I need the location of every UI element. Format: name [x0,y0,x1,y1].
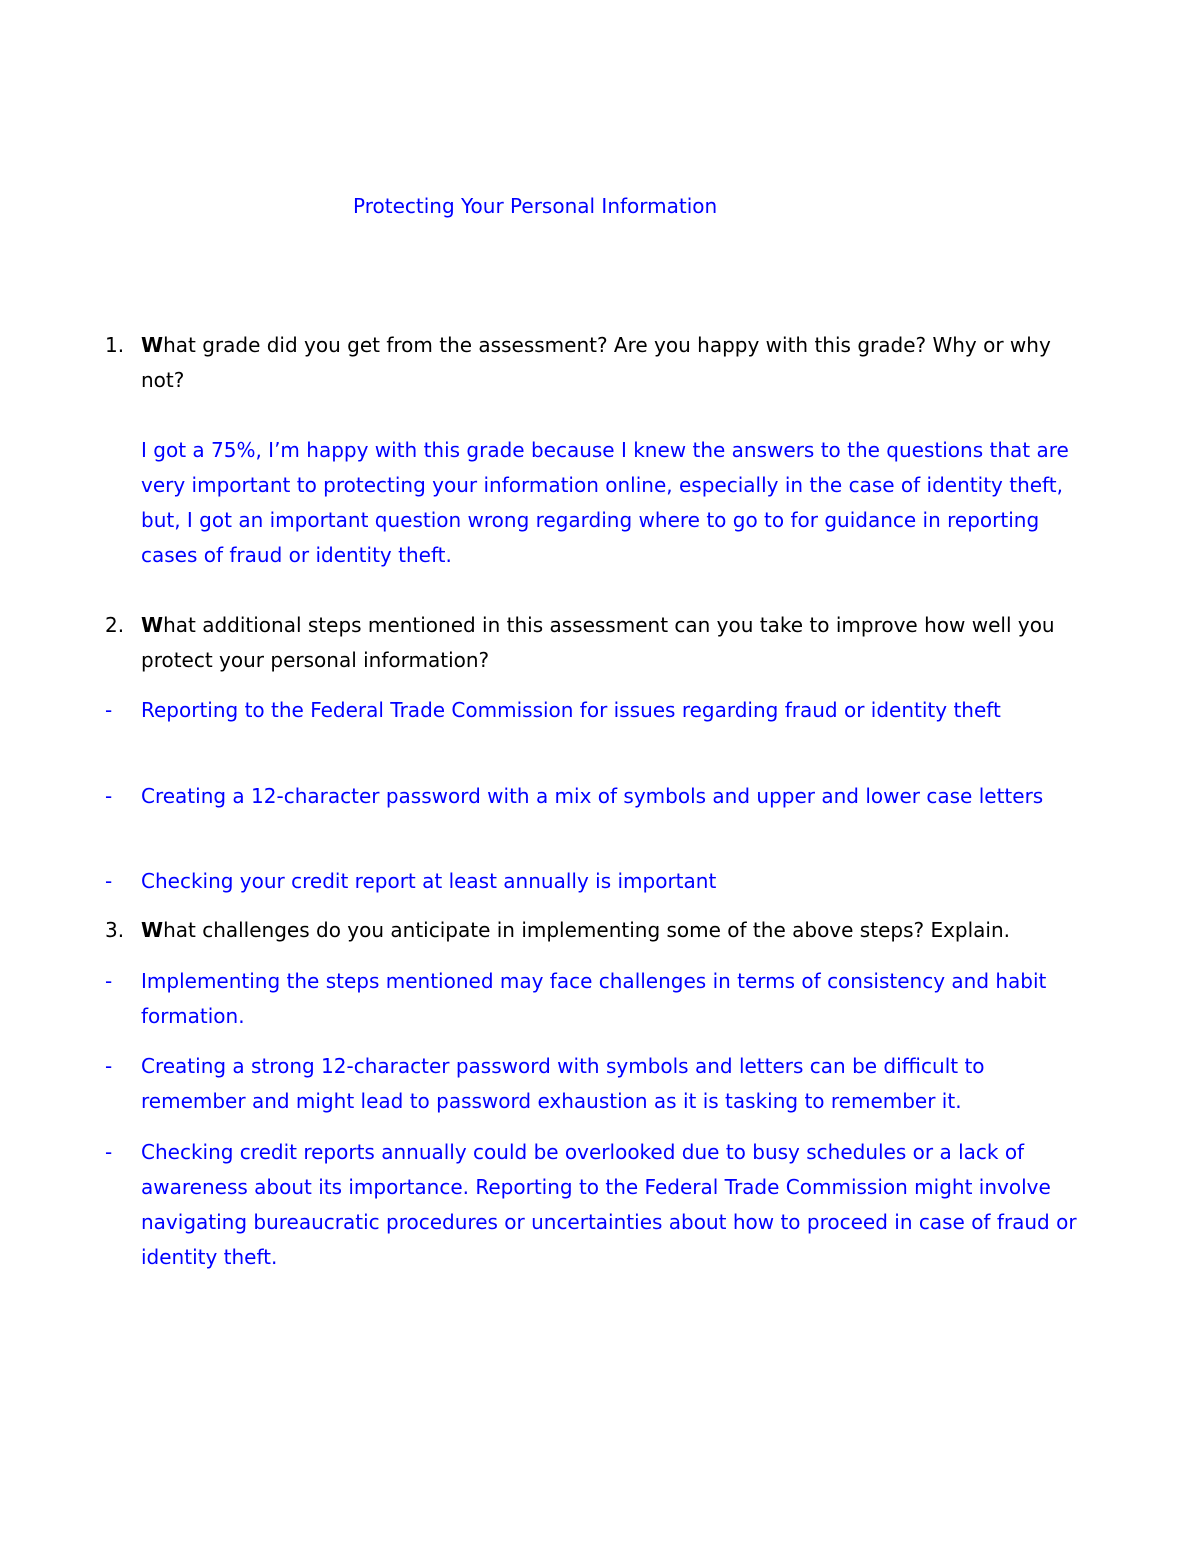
challenge-text: Checking credit reports annually could be overlooked due to busy schedules or a lack of awareness about its importance. Reporting to the Federal Trade Commission might involve navigating bureaucratic procedures or uncertainties about how to proceed in case of fraud or identity theft. [141,1140,1077,1269]
challenge-text: Creating a strong 12-character password with symbols and letters can be difficult to remember and might lead to password exhaustion as it is tasking to remember it. [141,1054,985,1113]
challenge-item [105,1135,1095,1275]
step-text: Checking your credit report at least annually is important [141,869,717,893]
question-text: What challenges do you anticipate in implementing some of the above steps? Explain. [141,918,1011,942]
challenge-text: Implementing the steps mentioned may face challenges in terms of consistency and habit formation. [141,969,1047,1028]
question-1 [105,328,1095,398]
question-number: 1. [105,333,125,357]
step-text: Creating a 12-character password with a mix of symbols and upper and lower case letters [141,784,1044,808]
question-2 [105,608,1095,678]
answer-1: I got a 75%, I’m happy with this grade because I knew the answers to the questions that are very important to protecting your information online, especially in the case of identity theft, but, I got an important question wrong regarding where to go to for guidance in reporting cases of fraud or identity theft. [141,438,1069,567]
challenge-item [105,1049,1095,1119]
step-item [105,779,1095,814]
bullet-dash: - [105,784,113,808]
document-title: Protecting Your Personal Information [353,194,718,218]
question-number: 2. [105,613,125,637]
question-number: 3. [105,918,125,942]
bullet-dash: - [105,969,113,993]
challenge-item [105,964,1095,1034]
bullet-dash: - [105,1054,113,1078]
step-text: Reporting to the Federal Trade Commission for issues regarding fraud or identity theft [141,698,1001,722]
question-text: What grade did you get from the assessment? Are you happy with this grade? Why or why not? [141,333,1051,392]
bullet-dash: - [105,869,113,893]
bullet-dash: - [105,1140,113,1164]
step-item [105,693,1095,728]
question-text: What additional steps mentioned in this assessment can you take to improve how well you protect your personal information? [141,613,1055,672]
step-item [105,864,1095,899]
bullet-dash: - [105,698,113,722]
question-3 [105,913,1095,948]
